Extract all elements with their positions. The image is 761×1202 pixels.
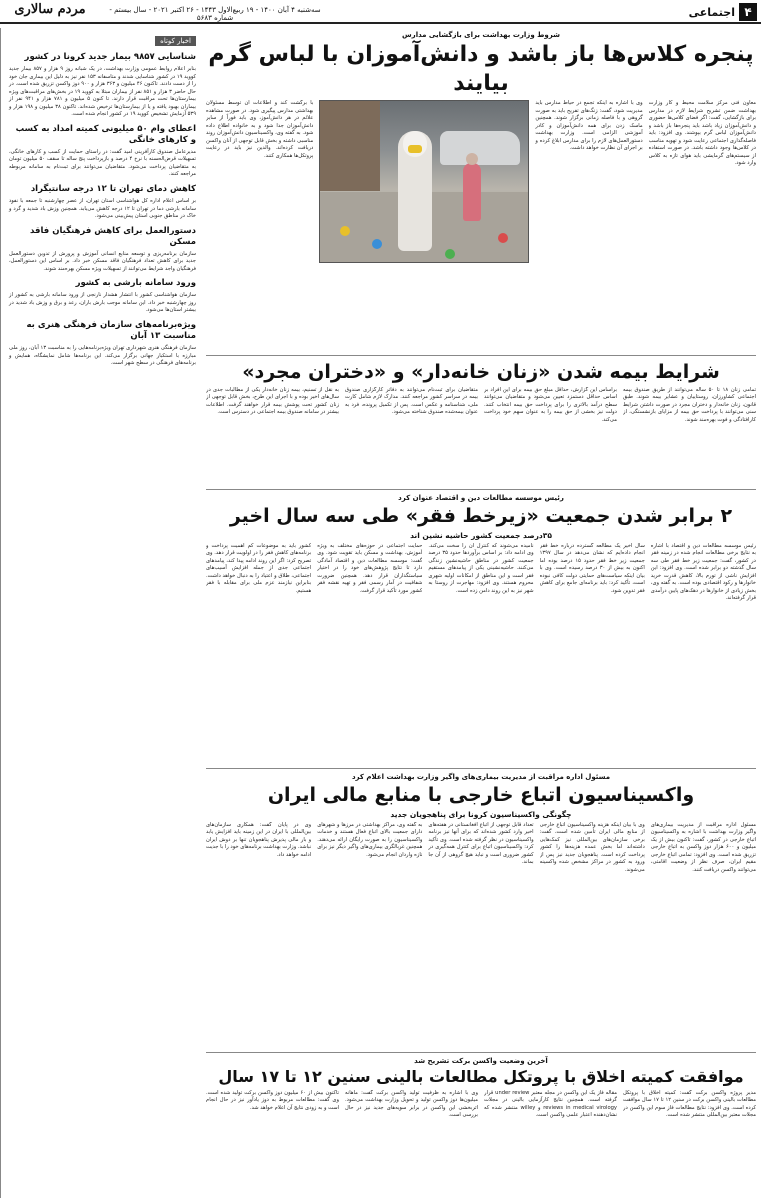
article-column: براساس این گزارش، حداقل مبلغ حق بیمه برای این افراد بر اساس حداقل دستمزد تعیین می‌شود و متقاضیان می‌توانند سطح درآمد بالاتری را برای پرداخت حق بیمه انتخاب کنند. دولت نیز بخشی از حق بیمه را به عنوان سهم خود پرداخت می‌کند. <box>484 386 617 423</box>
photo-child <box>463 163 481 221</box>
brief-title: ورود سامانه بارشی به کشور <box>75 278 196 289</box>
brief-body: بنابر اعلام روابط عمومی وزارت بهداشت، در یک شبانه روز ۹ هزار و ۸۵۷ بیمار جدید کووید ۱۹ در کشور شناسایی شدند و متاسفانه ۱۵۳ نفر نیز به دلیل این بیماری جان خود را از دست دادند. تاکنون ۴۶ میلیون و ۳۶۳ هزار و ۹۰۰ دوز واکسن تزریق شده است. در حال حاضر ۳ هزار و ۸۵۱ نفر از بیماران مبتلا به کووید ۱۹ در بخش‌های مراقبت‌های ویژه بیمارستان‌ها تحت مراقبت قرار دارند. تا کنون ۵ میلیون و ۷۸۱ هزار و ۹۴۱ نفر از بیماران بهبود یافته و یا از بیمارستان‌ها ترخیص شده‌اند. تاکنون ۳۸ میلیون و ۱۹۸ هزار و ۵۳۹ آزمایش تشخیص کووید ۱۹ در کشور انجام شده است. <box>9 66 196 118</box>
vaccine-article <box>206 773 756 1053</box>
article-headline: پنجره کلاس‌ها باز باشد و دانش‌آموزان با لباس گرم بیایند <box>208 42 754 96</box>
article-column: مدیر پروژه واکسن برکت گفت: کمیته اخلاق با پروتکل مطالعات بالینی واکسن برکت در سنین ۱۲ تا ۱۷ سال موافقت کرده است. وی افزود: نتایج مطالعات فاز سوم این واکسن در مجلات معتبر بین‌المللی منتشر شده است. <box>623 1089 756 1119</box>
article-kicker: رئیس موسسه مطالعات دین و اقتصاد عنوان کرد <box>398 494 564 502</box>
brief-body: مدیرعامل صندوق کارآفرینی امید گفت: در راستای حمایت از کسب و کارهای خانگی، تسهیلات قرض‌الحسنه با نرخ ۴ درصد و بازپرداخت پنج ساله تا سقف ۵۰ میلیون تومان به متقاضیان پرداخت می‌شود. متقاضیان می‌توانند برای ثبت‌نام به سامانه مربوطه مراجعه کنند. <box>9 148 196 178</box>
article-column: متقاضیان برای ثبت‌نام می‌توانند به دفاتر کارگزاری صندوق بیمه در سراسر کشور مراجعه کنند. مدارک لازم شامل کارت ملی، شناسنامه و عکس است. پس از تکمیل پرونده، فرد به عنوان بیمه‌شده صندوق شناخته می‌شود. <box>345 386 478 416</box>
article-column: مقاله فاز یک این واکسن در مجله معتبر under review قرار گرفته است. همچنین نتایج کارآزمایی بالینی در مجلات reviews in medical virology و willey منتشر شده که نشان‌دهنده اعتبار علمی واکسن است. <box>484 1089 617 1119</box>
brief-body: سازمان هواشناسی کشور با انتشار هشدار نارنجی از ورود سامانه بارشی به کشور از روز چهارشنبه خبر داد. این سامانه موجب بارش باران، رعد و برق و وزش باد شدید در بیشتر استان‌ها می‌شود. <box>9 292 196 314</box>
photo-wall <box>320 101 380 191</box>
article-headline: شرایط بیمه شدن «زنان خانه‌دار» و «دختران مجرد» <box>242 361 720 383</box>
article-column: معاون فنی مرکز سلامت محیط و کار وزارت بهداشت ضمن تشریح شرایط لازم در مدارس برای بازگشایی، گفت: اگر فضای کلاس‌ها حضوری و دانش‌آموزان زیاد باشد باید پنجره‌ها باز باشد و دانش‌آموزان لباس گرم بپوشند. وی افزود: باید فاصله‌گذاری اجتماعی رعایت شود و تهویه مناسب در کلاس‌ها وجود داشته باشد. در صورت استفاده از سیستم‌های گرمایشی باید هوای تازه به کلاس وارد شود. <box>648 100 756 167</box>
news-brief-sidebar <box>0 28 200 1198</box>
sidebar-tag: اخبار کوتاه <box>155 36 196 46</box>
article-columns <box>206 100 756 370</box>
child-head <box>466 153 478 165</box>
child-hood <box>403 131 427 157</box>
article-column: وی در پایان گفت: همکاری سازمان‌های بین‌المللی با ایران در این زمینه باید افزایش یابد و بار مالی پذیرش پناهجویان تنها بر دوش ایران نباشد. وزارت بهداشت برنامه‌های خود را با جدیت ادامه خواهد داد. <box>206 821 312 858</box>
article-subhead: ۳۵درصد جمعیت کشور حاشیه نشین اند <box>410 530 552 540</box>
brief-story <box>9 320 196 368</box>
article-column: نامیده می‌شوند که کنترل آن را سخت می‌کند. وی ادامه داد: بر اساس برآوردها حدود ۳۵ درصد جمعیت کشور در مناطق حاشیه‌نشین زندگی می‌کنند. حاشیه‌نشینی یکی از پیامدهای مستقیم فقر است و این مناطق از امکانات اولیه شهری محروم هستند. وی افزود: مهاجرت از روستا به شهر نیز به این روند دامن زده است. <box>428 542 534 594</box>
lead-article <box>206 31 756 356</box>
article-column: وی با اشاره به اینکه تجمع در حیاط مدارس باید مدیریت شود، گفت: زنگ‌های تفریح باید به صورت گروهی و با فاصله زمانی برگزار شوند. همچنین ماسک زدن برای همه دانش‌آموزان و کادر آموزشی الزامی است. وزارت بهداشت دستورالعمل‌های لازم را برای مدارس ابلاغ کرده و بر اجرای آن نظارت خواهد داشت. <box>535 100 643 152</box>
article-columns <box>206 387 756 477</box>
article-column: سال اخیر یک مطالعه گسترده درباره خط فقر انجام داده‌ایم که نشان می‌دهد در سال ۱۳۹۷ جمعیت زیر خط فقر حدود ۱۵ درصد بوده اما اکنون به بیش از ۳۰ درصد رسیده است. وی با بیان اینکه سیاست‌های حمایتی دولت کافی نبوده است، تأکید کرد: باید برنامه‌ای جامع برای کاهش فقر تدوین شود. <box>539 542 645 594</box>
brief-title: کاهش دمای تهران تا ۱۲ درجه سانتیگراد <box>30 183 196 194</box>
photo-car <box>440 131 520 165</box>
article-column: وی با اشاره به ظرفیت تولید واکسن برکت گفت: ماهانه میلیون‌ها دوز واکسن تولید و تحویل وزارت بهداشت می‌شود. اثربخشی این واکسن در برابر سویه‌های جدید نیز در حال بررسی است. <box>345 1089 478 1119</box>
ethics-article <box>206 1057 756 1187</box>
brief-story <box>9 226 196 274</box>
brief-body: بر اساس اعلام اداره کل هواشناسی استان تهران، از عصر چهارشنبه تا جمعه با نفوذ سامانه بارشی دما در تهران تا ۱۲ درجه کاهش می‌یابد. همچنین وزش باد شدید و گرد و خاک در مناطق جنوبی استان پیش‌بینی می‌شود. <box>9 198 196 220</box>
photo-child <box>398 131 432 251</box>
brief-title: ویژه‌برنامه‌های سازمان فرهنگی هنری به مناسبت ۱۳ آبان <box>26 319 196 341</box>
article-column: به نقل از تسنیم، بیمه زنان خانه‌دار یکی از مطالبات جدی در سال‌های اخیر بوده و با اجرای این طرح، بخش قابل توجهی از زنان کشور تحت پوشش بیمه قرار خواهند گرفت. اطلاعات بیشتر در سامانه صندوق بیمه اجتماعی در دسترس است. <box>206 386 339 416</box>
article-headline: واکسیناسیون اتباع خارجی با منابع مالی ایران <box>267 784 695 806</box>
masthead <box>0 0 761 24</box>
brief-story <box>9 184 196 221</box>
article-kicker: مسئول اداره مراقبت از مدیریت بیماری‌های واگیر وزارت بهداشت اعلام کرد <box>351 773 611 781</box>
brief-body: سازمان برنامه‌ریزی و توسعه منابع انسانی آموزش و پرورش از تدوین دستورالعمل جدید برای کاهش تعداد فرهنگیان فاقد مسکن خبر داد. بر اساس این دستورالعمل، فرهنگیان واجد شرایط می‌توانند از تسهیلات ویژه مسکن بهره‌مند شوند. <box>9 250 196 272</box>
article-column: تمامی زنان ۱۸ تا ۵۰ ساله می‌توانند از طریق صندوق بیمه اجتماعی کشاورزان، روستاییان و عشایر بیمه شوند. طبق قانون، زنان خانه‌دار و دختران مجرد در صورت داشتن شرایط سنی می‌توانند با پرداخت حق بیمه از مزایای بازنشستگی، از کارافتادگی و فوت بهره‌مند شوند. <box>623 386 756 423</box>
brief-story <box>9 124 196 179</box>
article-column: با برگشت کند و اطلاعات آن توسط مسئولان بهداشتی مدارس پیگیری شود. در صورت مشاهده علائم در هر دانش‌آموز، وی باید فوراً از سایر دانش‌آموزان جدا شود و به خانواده اطلاع داده شود. به گفته وی، واکسیناسیون دانش‌آموزان روند مناسبی داشته و بخش قابل توجهی از آنان واکسن دریافت کرده‌اند. والدین نیز باید در رعایت پروتکل‌ها همکاری کنند. <box>206 100 314 159</box>
article-column: مسئول اداره مراقبت از مدیریت بیماری‌های واگیر وزارت بهداشت با اشاره به واکسیناسیون اتباع خارجی در کشور، گفت: تاکنون بیش از یک میلیون و ۶۰۰ هزار دوز واکسن به اتباع خارجی تزریق شده است. وی افزود: تمامی اتباع خارجی مقیم ایران، صرف نظر از وضعیت اقامتی، می‌توانند واکسن دریافت کنند. <box>650 821 756 873</box>
article-column: وی با بیان اینکه هزینه واکسیناسیون اتباع خارجی از منابع مالی ایران تأمین شده است، گفت: برخی سازمان‌های بین‌المللی نیز کمک‌هایی داشته‌اند اما بخش عمده هزینه‌ها را کشور پرداخت کرده است. پناهجویان جدید نیز پس از ورود به کشور در مراکز مشخص شده واکسینه می‌شوند. <box>539 821 645 873</box>
brief-story <box>9 278 196 315</box>
article-column: رئیس موسسه مطالعات دین و اقتصاد با اشاره به نتایج برخی مطالعات انجام شده در زمینه فقر در کشور، گفت: جمعیت زیر خط فقر طی سه سال گذشته دو برابر شده است. وی افزود: این افزایش ناشی از تورم بالا، کاهش قدرت خرید خانوارها و رکود اقتصادی بوده است. به گفته وی، بخش زیادی از خانوارها در دهک‌های پایین درآمدی قرار گرفته‌اند. <box>650 542 756 602</box>
article-subhead: چگونگی واکسیناسیون کرونا برای پناهجویان جدید <box>390 809 572 819</box>
article-columns <box>206 543 756 748</box>
article-column: تاکنون بیش از ۶۰ میلیون دوز واکسن برکت تولید شده است. وی گفت: مطالعات مربوط به دوز یادآور نیز در حال انجام است و به زودی نتایج آن اعلام خواهد شد. <box>206 1089 339 1111</box>
brief-body: سازمان فرهنگی هنری شهرداری تهران ویژه‌برنامه‌هایی را به مناسبت ۱۳ آبان، روز ملی مبارزه با استکبار جهانی برگزار می‌کند. این برنامه‌ها شامل نمایشگاه، همایش و برنامه‌های فرهنگی در سطح شهر است. <box>9 345 197 367</box>
article-column: حمایت اجتماعی در حوزه‌های مختلف به ویژه آموزش، بهداشت و مسکن باید تقویت شود. وی گفت: موسسه مطالعات دین و اقتصاد آمادگی دارد تا نتایج پژوهش‌های خود را در اختیار سیاستگذاران قرار دهد. همچنین ضرورت شفافیت در آمار رسمی فقر و تهیه نقشه فقر کشور مورد تأکید قرار گرفت. <box>317 542 423 594</box>
insurance-article <box>206 360 756 490</box>
child-mask <box>408 145 422 153</box>
section-header <box>689 3 757 21</box>
brief-title: اعطای وام ۵۰ میلیونی کمیته امداد به کسب و کارهای خانگی <box>15 123 196 145</box>
photo-block <box>319 100 529 370</box>
article-columns <box>206 822 756 1032</box>
section-title: اجتماعی <box>688 5 735 19</box>
brief-title: دستورالعمل برای کاهش فرهنگیان فاقد مسکن <box>30 225 196 247</box>
brief-story <box>9 52 196 119</box>
article-headline: موافقت کمیته اخلاق با پروتکل مطالعات بالینی سنین ۱۲ تا ۱۷ سال <box>218 1067 744 1086</box>
page-number: ۴ <box>739 3 757 21</box>
issue-date-line: سه‌شنبه ۴ آبان ۱۴۰۰ - ۱۹ ربیع‌الاول ۱۴۴۳ - ۲۶ اکتبر ۲۰۲۱ - سال بیستم - شماره ۵۶۸۳ <box>109 6 321 22</box>
poverty-article <box>206 494 756 769</box>
newspaper-logo: مردم سالاری <box>14 2 86 17</box>
main-content <box>206 28 756 1198</box>
brief-title: شناسایی ۹۸۵۷ بیمار جدید کرونا در کشور <box>24 52 196 62</box>
article-column: به گفته وی، مراکز بهداشتی در مرزها و شهرهای دارای جمعیت بالای اتباع فعال هستند و خدمات واکسیناسیون را به صورت رایگان ارائه می‌دهند. همچنین غربالگری بیماری‌های واگیر دیگر نیز برای تازه واردان انجام می‌شود. <box>317 821 423 858</box>
article-photo <box>319 100 529 263</box>
article-column: کشور باید به موضوعات کم اهمیت پرداخت و برنامه‌های کاهش فقر را در اولویت قرار دهد. وی تصریح کرد: اگر این روند ادامه پیدا کند، پیامدهای اجتماعی جدی از جمله افزایش آسیب‌های اجتماعی، طلاق و اعتیاد را به دنبال خواهد داشت. بنابراین نیازمند عزم ملی برای مقابله با فقر هستیم. <box>206 542 312 594</box>
article-headline: ۲ برابر شدن جمعیت «زیرخط فقر» طی سه سال اخیر <box>229 505 733 527</box>
article-column: تعداد قابل توجهی از اتباع افغانستانی در هفته‌های اخیر وارد کشور شده‌اند که برای آنها نیز برنامه واکسیناسیون در نظر گرفته شده است. وی تأکید کرد: واکسیناسیون اتباع برای کنترل همه‌گیری در کشور ضروری است و نباید هیچ گروهی از آن جا بماند. <box>428 821 534 866</box>
article-kicker: آخرین وضعیت واکسن برکت تشریح شد <box>414 1057 548 1065</box>
article-kicker: شروط وزارت بهداشت برای بازگشایی مدارس <box>402 31 560 39</box>
article-columns <box>206 1090 756 1175</box>
